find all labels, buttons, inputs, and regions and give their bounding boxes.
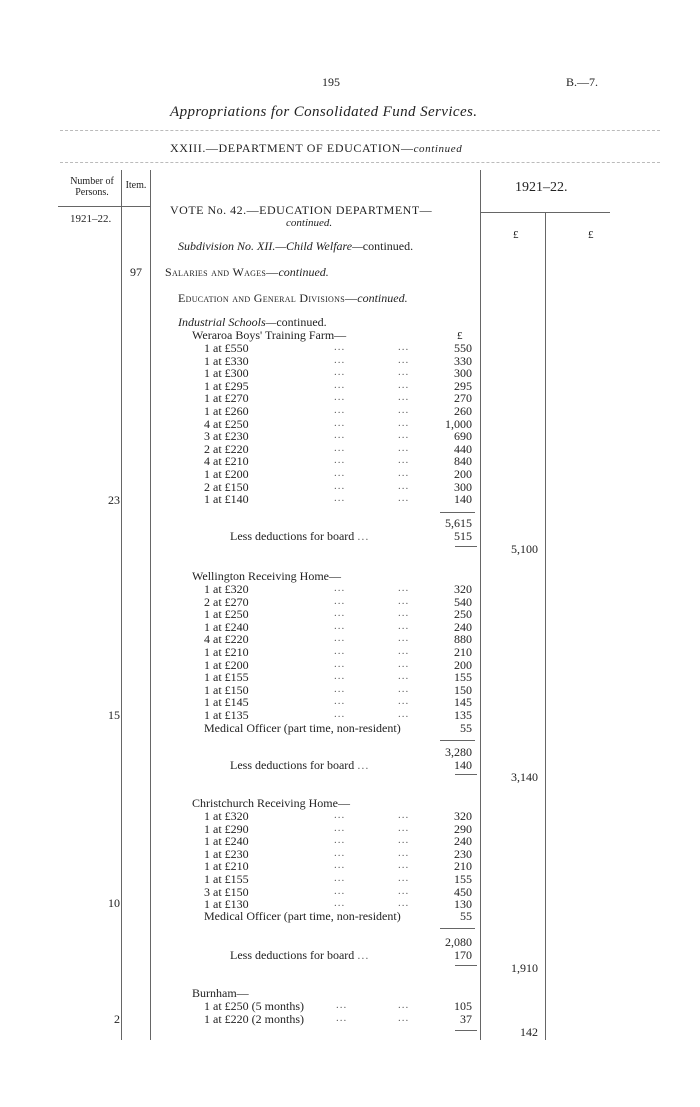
leader-dots: ... <box>334 619 346 632</box>
salaries-heading: Salaries and Wages—continued. <box>165 265 329 279</box>
leader-dots: ... <box>398 695 410 708</box>
leader-dots: ... <box>398 366 410 379</box>
leader-dots: ... <box>398 708 410 720</box>
wellington-row-value: 145 <box>454 695 472 710</box>
christchurch-row-value: 130 <box>454 897 472 912</box>
christchurch-row-value: 240 <box>454 834 472 849</box>
leader-dots: ... <box>334 872 346 884</box>
weraroa-row-value: 140 <box>454 492 472 507</box>
leader-dots: ... <box>398 1012 410 1024</box>
leader-dots: ... <box>398 391 410 404</box>
wellington-heading: Wellington Receiving Home— <box>192 569 342 583</box>
weraroa-row-value: 330 <box>454 353 472 368</box>
leader-dots: ... <box>334 366 346 379</box>
christchurch-row-value: 230 <box>454 846 472 861</box>
wellington-row-value: 880 <box>454 632 472 647</box>
christchurch-net-rule <box>455 965 477 966</box>
weraroa-row-value: 840 <box>454 454 472 469</box>
leader-dots: ... <box>398 594 410 607</box>
weraroa-row-label: 1 at £260 <box>204 404 249 418</box>
leader-dots: ... <box>398 441 410 454</box>
leader-dots: ... <box>398 859 410 872</box>
burnham-row-label: 1 at £220 (2 months) <box>204 1012 304 1026</box>
christchurch-heading: Christchurch Receiving Home— <box>192 796 350 810</box>
weraroa-row-label: 4 at £250 <box>204 416 249 431</box>
wellington-row-label: 1 at £150 <box>204 682 249 697</box>
weraroa-row-value: 300 <box>454 366 472 381</box>
leader-dots: ... <box>334 378 346 391</box>
vote-title: VOTE No. 42.—EDUCATION DEPARTMENT— <box>170 203 433 217</box>
leader-dots: ... <box>398 632 410 645</box>
leader-dots: ... <box>398 607 410 620</box>
weraroa-less-value: 515 <box>454 529 472 543</box>
industrial-heading: Industrial Schools—continued. <box>178 315 327 329</box>
wellington-net: 3,140 <box>511 770 538 784</box>
leader-dots: ... <box>334 607 346 620</box>
leader-dots: ... <box>334 809 346 821</box>
wellington-row-value: 155 <box>454 670 472 685</box>
weraroa-pound-sign: £ <box>457 330 463 342</box>
weraroa-row-value: 300 <box>454 479 472 494</box>
page-title: Appropriations for Consolidated Fund Services. <box>170 104 478 120</box>
weraroa-row-label: 1 at £200 <box>204 467 249 481</box>
weraroa-row-label: 1 at £330 <box>204 353 249 368</box>
item-column-line <box>150 170 151 1040</box>
wellington-subtotal: 3,280 <box>445 745 472 759</box>
leader-dots: ... <box>336 1012 348 1024</box>
leader-dots: ... <box>334 645 346 657</box>
wellington-row-label: 1 at £240 <box>204 619 249 634</box>
weraroa-row-label: 2 at £220 <box>204 441 249 456</box>
christchurch-row-label: 1 at £155 <box>204 872 249 886</box>
weraroa-row-value: 440 <box>454 441 472 456</box>
subdivision-heading: Subdivision No. XII.—Child Welfare—continued. <box>178 239 414 253</box>
wellington-row-label: 1 at £320 <box>204 582 249 596</box>
leader-dots: ... <box>334 416 346 429</box>
leader-dots: ... <box>334 846 346 859</box>
wellington-row-label: 4 at £220 <box>204 632 249 647</box>
item-header: Item. <box>125 180 147 191</box>
burnham-row-value: 105 <box>454 999 472 1013</box>
report-code: B.—7. <box>566 75 599 89</box>
christchurch-net: 1,910 <box>511 961 538 975</box>
wellington-row-label: 1 at £200 <box>204 657 249 672</box>
wellington-row-value: 240 <box>454 619 472 634</box>
total-column-line <box>545 212 546 1040</box>
wellington-sum-rule <box>440 740 475 741</box>
burnham-row-value: 37 <box>460 1012 472 1026</box>
christchurch-less-label: Less deductions for board ... <box>230 948 370 962</box>
wellington-less-value: 140 <box>454 758 472 772</box>
leader-dots: ... <box>398 884 410 897</box>
leader-dots: ... <box>334 670 346 683</box>
weraroa-net: 5,100 <box>511 542 538 556</box>
leader-dots: ... <box>398 378 410 391</box>
pound-column-2: £ <box>588 229 594 241</box>
christchurch-persons: 10 <box>108 896 120 910</box>
christchurch-less-value: 170 <box>454 948 472 962</box>
weraroa-row-label: 1 at £140 <box>204 492 249 507</box>
leader-dots: ... <box>334 695 346 708</box>
department-heading: XXIII.—DEPARTMENT OF EDUCATION—continued <box>170 141 463 155</box>
page-number: 195 <box>322 75 340 89</box>
burnham-net: 142 <box>520 1025 538 1039</box>
wellington-row-value: 250 <box>454 607 472 622</box>
wellington-row-value: 200 <box>454 657 472 672</box>
weraroa-row-label: 4 at £210 <box>204 454 249 469</box>
pound-column-1: £ <box>513 229 519 241</box>
weraroa-net-rule <box>455 546 477 547</box>
leader-dots: ... <box>398 429 410 442</box>
burnham-row-label: 1 at £250 (5 months) <box>204 999 304 1013</box>
leader-dots: ... <box>334 404 346 416</box>
christchurch-row-value: 450 <box>454 884 472 899</box>
weraroa-sum-rule <box>440 512 475 513</box>
weraroa-row-value: 1,000 <box>445 416 472 431</box>
header-rule-left <box>58 206 150 207</box>
wellington-row-label: 2 at £270 <box>204 594 249 609</box>
christchurch-row-value: 290 <box>454 821 472 836</box>
leader-dots: ... <box>334 682 346 695</box>
leader-dots: ... <box>398 416 410 429</box>
wellington-row-value: 540 <box>454 594 472 609</box>
wellington-row-label: 1 at £145 <box>204 695 249 710</box>
leader-dots: ... <box>398 619 410 632</box>
leader-dots: ... <box>398 479 410 492</box>
leader-dots: ... <box>334 479 346 492</box>
leader-dots: ... <box>334 492 346 505</box>
leader-dots: ... <box>398 846 410 859</box>
leader-dots: ... <box>398 834 410 847</box>
leader-dots: ... <box>334 834 346 847</box>
christchurch-row-label: 1 at £290 <box>204 821 249 836</box>
weraroa-row-value: 200 <box>454 467 472 481</box>
weraroa-row-value: 270 <box>454 391 472 406</box>
leader-dots: ... <box>334 467 346 479</box>
christchurch-sum-rule <box>440 928 475 929</box>
weraroa-heading: Weraroa Boys' Training Farm— <box>192 328 347 342</box>
weraroa-row-label: 3 at £230 <box>204 429 249 444</box>
burnham-persons: 2 <box>114 1012 120 1026</box>
weraroa-row-label: 1 at £295 <box>204 378 249 393</box>
christchurch-row-value: 210 <box>454 859 472 874</box>
weraroa-row-label: 1 at £270 <box>204 391 249 406</box>
leader-dots: ... <box>398 682 410 695</box>
wellington-row-label: 1 at £210 <box>204 645 249 659</box>
leader-dots: ... <box>334 594 346 607</box>
amount-column-line <box>480 170 481 1040</box>
weraroa-row-label: 2 at £150 <box>204 479 249 494</box>
wellington-row-label: 1 at £135 <box>204 708 249 722</box>
wellington-persons: 15 <box>108 708 120 722</box>
persons-column-line <box>121 170 122 1040</box>
christchurch-row-label: 1 at £130 <box>204 897 249 912</box>
christchurch-row-label: 1 at £320 <box>204 809 249 823</box>
leader-dots: ... <box>334 353 346 366</box>
divisions-heading: Education and General Divisions—continued. <box>178 291 408 305</box>
leader-dots: ... <box>398 872 410 884</box>
christchurch-medical-value: 55 <box>460 909 472 923</box>
christchurch-row-label: 1 at £210 <box>204 859 249 874</box>
weraroa-row-label: 1 at £550 <box>204 341 249 355</box>
leader-dots: ... <box>334 441 346 454</box>
wellington-row-value: 150 <box>454 682 472 697</box>
wellington-row-label: 1 at £250 <box>204 607 249 622</box>
wellington-medical-value: 55 <box>460 721 472 735</box>
christchurch-row-value: 155 <box>454 872 472 886</box>
header-rule <box>60 130 660 131</box>
leader-dots: ... <box>398 645 410 657</box>
christchurch-subtotal: 2,080 <box>445 935 472 949</box>
leader-dots: ... <box>334 391 346 404</box>
wellington-row-value: 210 <box>454 645 472 659</box>
year-header-left: 1921–22. <box>70 213 112 225</box>
weraroa-row-value: 690 <box>454 429 472 444</box>
leader-dots: ... <box>398 821 410 834</box>
leader-dots: ... <box>398 582 410 594</box>
leader-dots: ... <box>398 657 410 670</box>
leader-dots: ... <box>398 897 410 910</box>
leader-dots: ... <box>334 708 346 720</box>
christchurch-medical-label: Medical Officer (part time, non-resident) <box>204 909 401 923</box>
christchurch-row-label: 1 at £230 <box>204 846 249 861</box>
leader-dots: ... <box>398 454 410 467</box>
department-rule <box>60 162 660 163</box>
burnham-net-rule <box>455 1030 477 1031</box>
leader-dots: ... <box>398 467 410 479</box>
wellington-less-label: Less deductions for board ... <box>230 758 370 772</box>
item-number: 97 <box>130 265 142 279</box>
weraroa-less-label: Less deductions for board ... <box>230 529 370 543</box>
leader-dots: ... <box>334 454 346 467</box>
number-of-persons-header: Number of Persons. <box>70 176 114 198</box>
leader-dots: ... <box>336 999 348 1011</box>
leader-dots: ... <box>334 341 346 353</box>
leader-dots: ... <box>334 582 346 594</box>
leader-dots: ... <box>398 404 410 416</box>
wellington-row-label: 1 at £155 <box>204 670 249 685</box>
burnham-heading: Burnham— <box>192 986 249 1000</box>
weraroa-row-value: 295 <box>454 378 472 393</box>
weraroa-row-value: 260 <box>454 404 472 418</box>
wellington-row-value: 320 <box>454 582 472 596</box>
wellington-medical-label: Medical Officer (part time, non-resident) <box>204 721 401 735</box>
year-header-right: 1921–22. <box>515 180 568 195</box>
vote-continued: continued. <box>286 217 333 229</box>
leader-dots: ... <box>398 809 410 821</box>
wellington-row-value: 135 <box>454 708 472 722</box>
leader-dots: ... <box>334 897 346 910</box>
christchurch-row-label: 3 at £150 <box>204 884 249 899</box>
christchurch-row-label: 1 at £240 <box>204 834 249 849</box>
weraroa-row-value: 550 <box>454 341 472 355</box>
wellington-net-rule <box>455 774 477 775</box>
leader-dots: ... <box>398 670 410 683</box>
weraroa-persons: 23 <box>108 493 120 507</box>
weraroa-row-label: 1 at £300 <box>204 366 249 381</box>
leader-dots: ... <box>398 492 410 505</box>
leader-dots: ... <box>334 657 346 670</box>
leader-dots: ... <box>334 859 346 872</box>
leader-dots: ... <box>334 632 346 645</box>
leader-dots: ... <box>398 999 410 1011</box>
leader-dots: ... <box>334 884 346 897</box>
leader-dots: ... <box>398 341 410 353</box>
christchurch-row-value: 320 <box>454 809 472 823</box>
leader-dots: ... <box>334 821 346 834</box>
leader-dots: ... <box>334 429 346 442</box>
weraroa-subtotal: 5,615 <box>445 516 472 530</box>
leader-dots: ... <box>398 353 410 366</box>
